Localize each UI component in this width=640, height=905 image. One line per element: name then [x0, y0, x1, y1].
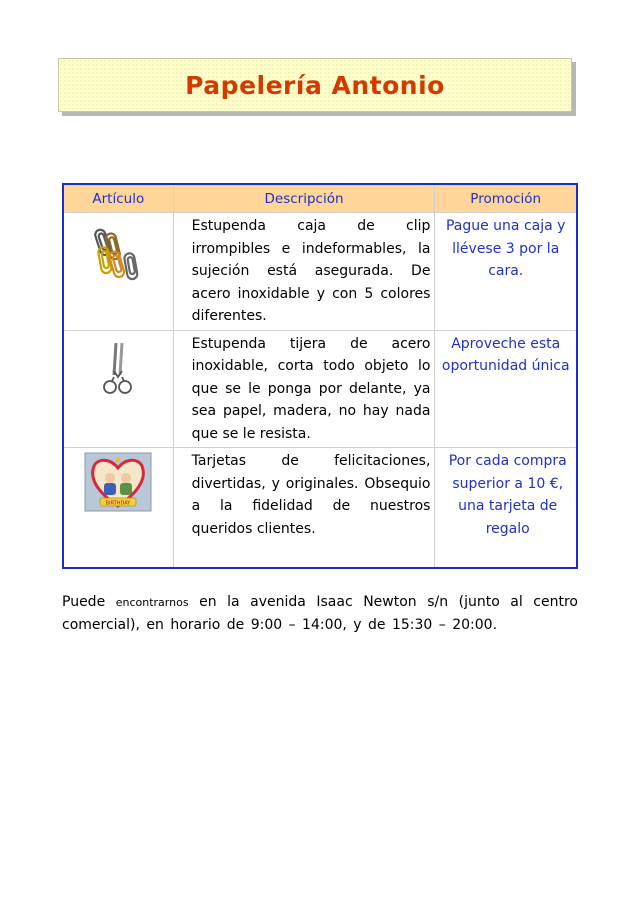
description-text: Estupenda tijera de acero inoxidable, corta todo objeto lo que se le ponga por delante, ya sea papel, madera, no hay nada que se le resista.	[191, 335, 431, 442]
greeting-card-icon	[84, 452, 152, 512]
promotion-text: Aproveche esta oportunidad única	[441, 335, 570, 374]
products-table	[62, 183, 578, 569]
promotion-cell	[435, 448, 577, 568]
promotion-cell	[435, 330, 577, 448]
footer-paragraph	[62, 591, 578, 636]
promotion-text: Pague una caja y llévese 3 por la cara.	[445, 218, 566, 279]
header-promotion: Promoción	[435, 184, 577, 213]
description-text: Tarjetas de felicitaciones, divertidas, y originales. Obsequio a la fidelidad de nuestros queridos clientes.	[191, 453, 431, 537]
promotion-text: Por cada compra superior a 10 €, una tarjeta de regalo	[448, 453, 567, 537]
description-cell	[173, 448, 435, 568]
article-cell	[63, 448, 173, 568]
footer-text-small: encontrarnos	[115, 596, 189, 609]
footer-text-end: en la avenida Isaac Newton s/n (junto al centro comercial), en horario de 9:00 – 14:00, y de 15:30 – 20:00.	[62, 594, 578, 633]
paper-clips-icon	[90, 223, 146, 281]
table-header-row	[63, 184, 577, 213]
header-description: Descripción	[173, 184, 435, 213]
page-title: Papelería Antonio	[185, 70, 445, 100]
article-cell	[63, 213, 173, 331]
article-cell	[63, 330, 173, 448]
description-cell	[173, 330, 435, 448]
table-row	[63, 213, 577, 331]
description-text: Estupenda caja de clip irrompibles e indeformables, la sujeción está asegurada. De acero inoxidable y con 5 colores diferentes.	[191, 218, 431, 324]
header-article: Artículo	[63, 184, 173, 213]
description-cell	[173, 213, 435, 331]
scissors-icon	[103, 341, 133, 397]
title-banner	[58, 58, 572, 112]
footer-text-start: Puede	[62, 594, 116, 610]
card-label: BIRTHDAY	[105, 500, 131, 507]
table-row	[63, 448, 577, 568]
promotion-cell	[435, 213, 577, 331]
table-row	[63, 330, 577, 448]
